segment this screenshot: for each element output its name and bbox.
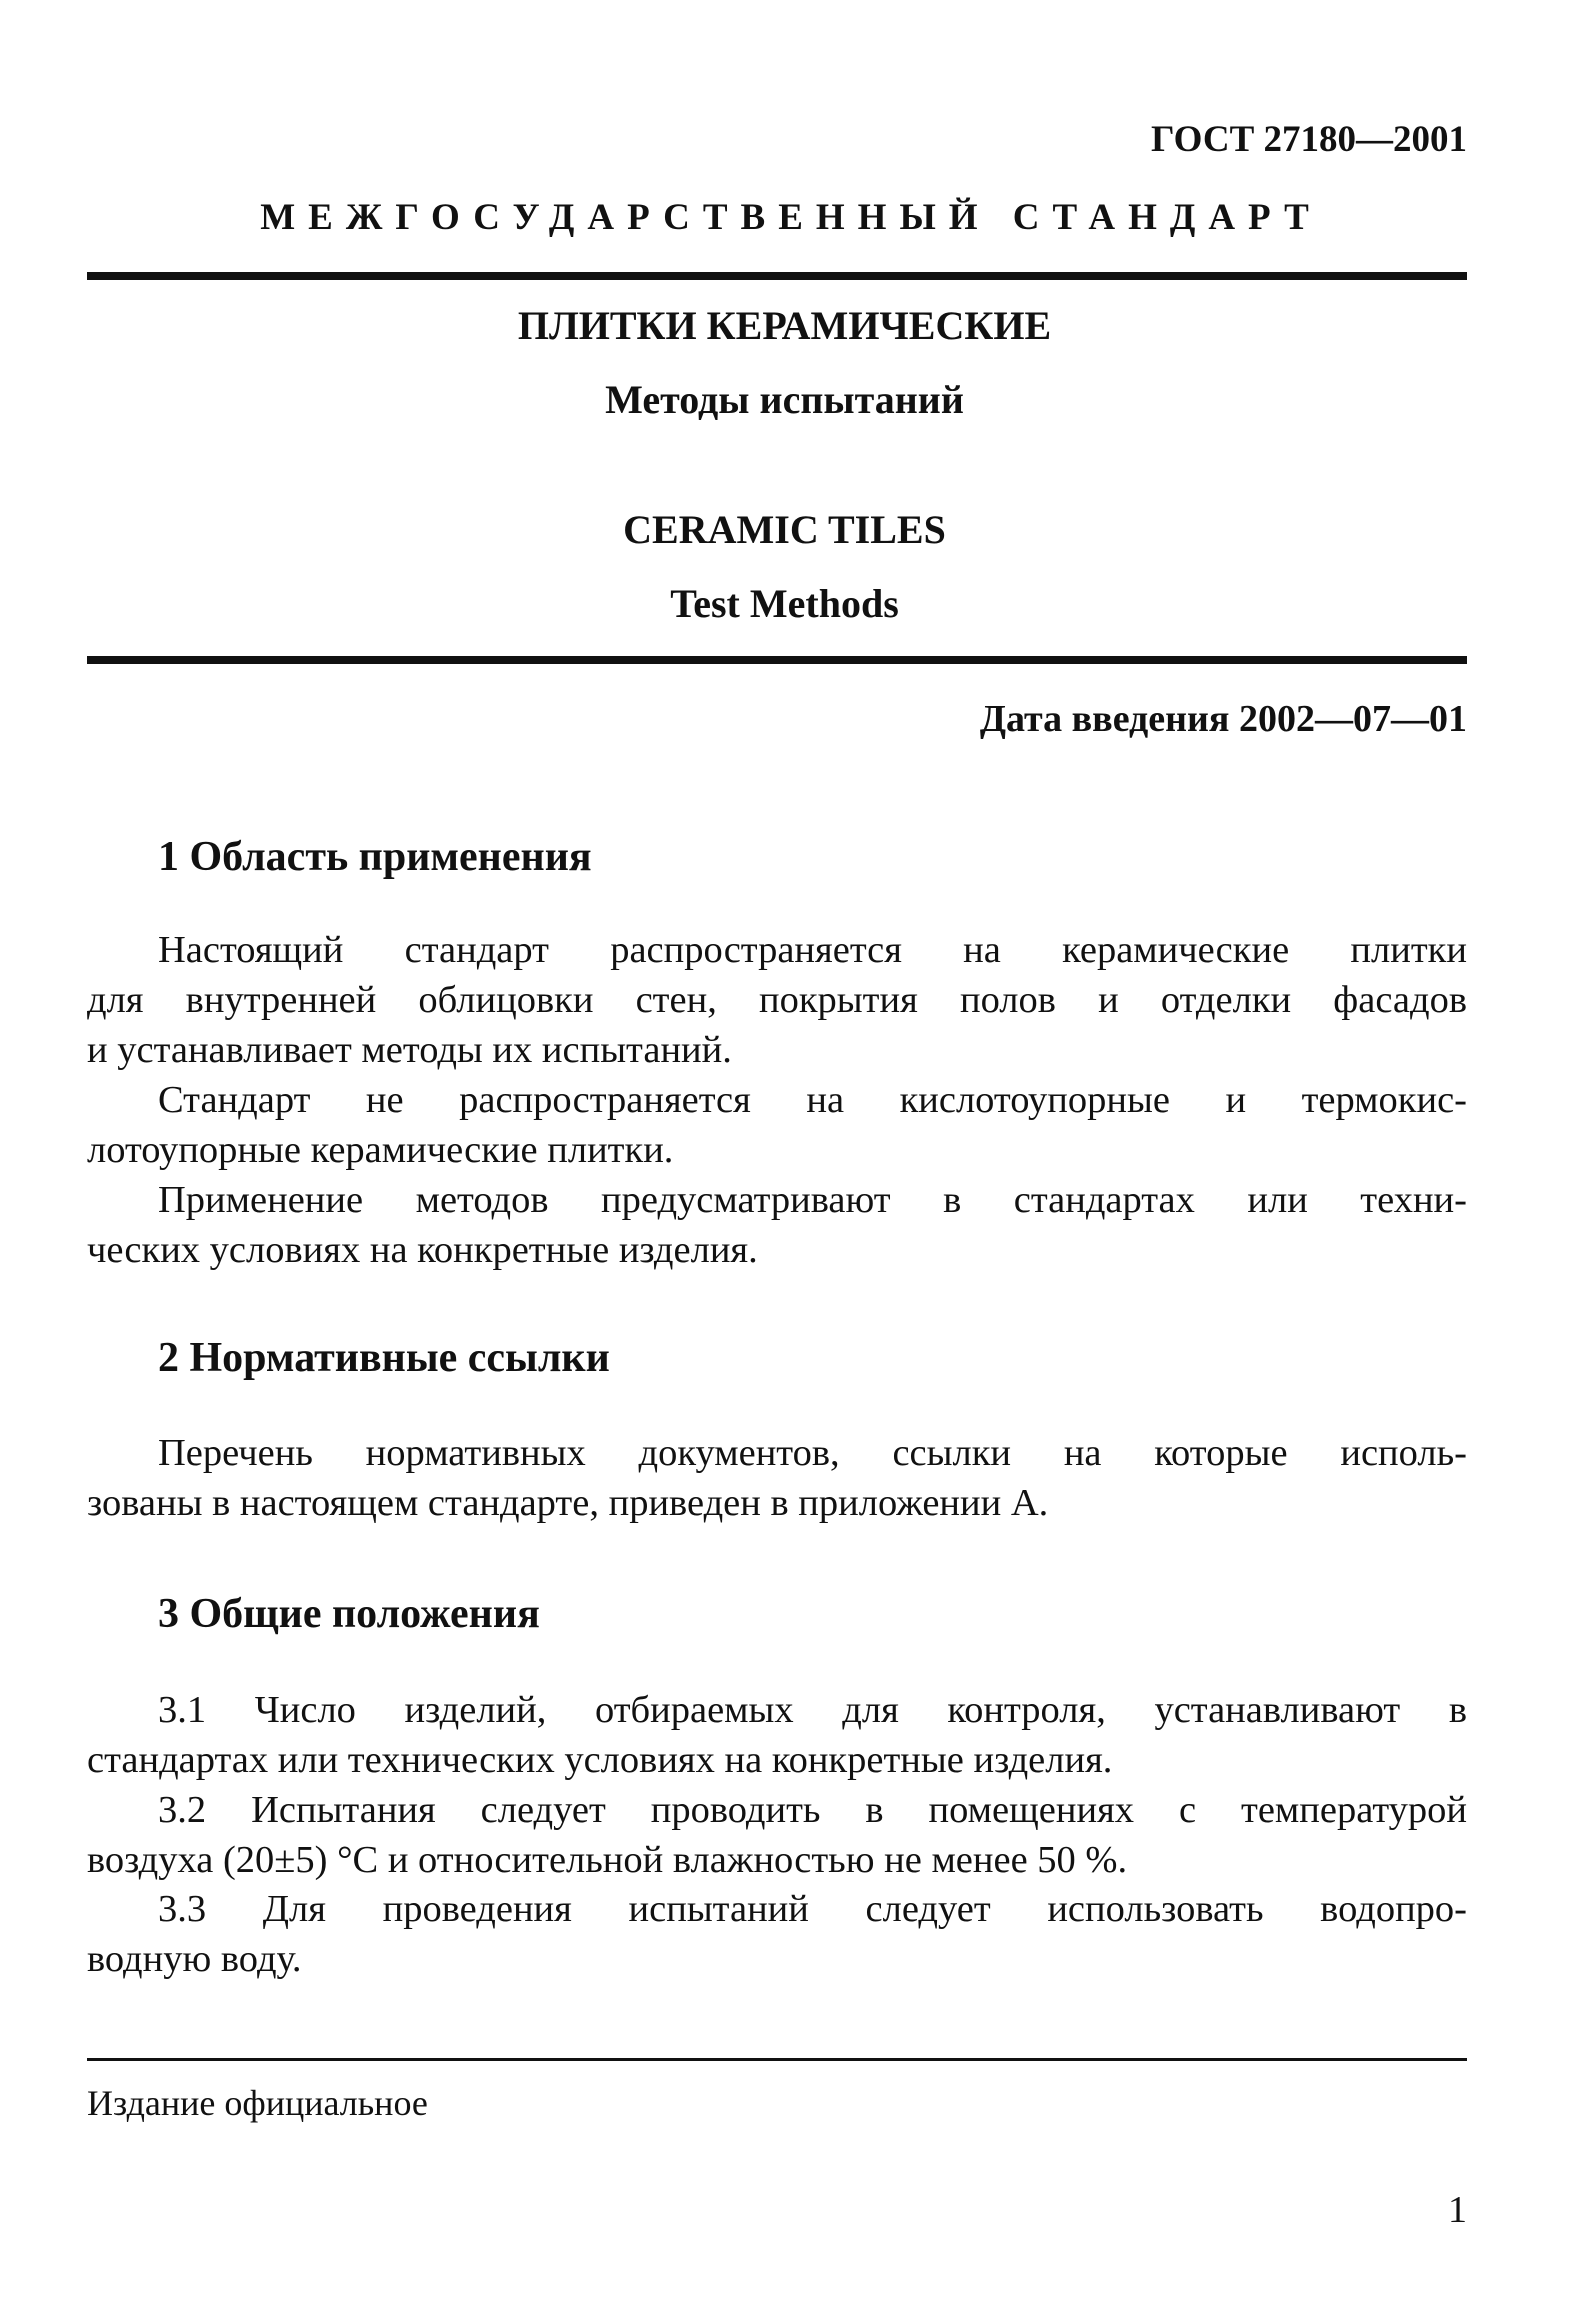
text-line: лотоупорные керамические плитки. (87, 1129, 674, 1171)
middle-rule (87, 656, 1467, 664)
subtitle-ru: Методы испытаний (605, 377, 964, 422)
text-line: зованы в настоящем стандарте, приведен в приложении А. (87, 1482, 1049, 1524)
paragraph-references (87, 1428, 1467, 1528)
text-line: Стандарт не распространяется на кислотоупорные и термокис- (158, 1079, 1467, 1121)
text-line: стандартах или технических условиях на конкретные изделия. (87, 1739, 1113, 1781)
text-line: 3.1 Число изделий, отбираемых для контроля, устанавливают в (158, 1689, 1467, 1731)
interstate-standard-label: МЕЖГОСУДАРСТВЕННЫЙ СТАНДАРТ (260, 197, 1322, 238)
introduction-date: Дата введения 2002—07—01 (979, 698, 1467, 740)
section-heading-scope: 1 Область применения (158, 834, 592, 880)
text-line: 3.3 Для проведения испытаний следует использовать водопро- (158, 1888, 1467, 1930)
title-en: CERAMIC TILES (623, 507, 946, 552)
text-line: и устанавливает методы их испытаний. (87, 1029, 732, 1071)
page-number: 1 (1448, 2189, 1467, 2231)
top-rule (87, 272, 1467, 280)
paragraph-scope-2 (87, 1075, 1467, 1175)
paragraph-scope-3 (87, 1175, 1467, 1275)
text-line: для внутренней облицовки стен, покрытия полов и отделки фасадов (87, 979, 1467, 1021)
text-line: воздуха (20±5) °С и относительной влажностью не менее 50 %. (87, 1839, 1128, 1881)
section-heading-references: 2 Нормативные ссылки (158, 1335, 610, 1381)
text-line: водную воду. (87, 1938, 302, 1980)
section-heading-general: 3 Общие положения (158, 1591, 540, 1637)
official-edition-label: Издание официальное (87, 2083, 428, 2123)
text-line: Настоящий стандарт распространяется на керамические плитки (158, 929, 1467, 971)
title-ru: ПЛИТКИ КЕРАМИЧЕСКИЕ (517, 303, 1052, 348)
footer-rule (87, 2058, 1467, 2061)
text-line: ческих условиях на конкретные изделия. (87, 1229, 758, 1271)
paragraph-general-3-3 (87, 1884, 1467, 1984)
text-line: 3.2 Испытания следует проводить в помещениях с температурой (158, 1789, 1467, 1831)
gost-code: ГОСТ 27180—2001 (1151, 119, 1467, 160)
paragraph-general-3-2 (87, 1785, 1467, 1885)
paragraph-general-3-1 (87, 1685, 1467, 1785)
paragraph-scope-1 (87, 925, 1467, 1075)
subtitle-en: Test Methods (670, 581, 899, 626)
text-line: Перечень нормативных документов, ссылки на которые исполь- (158, 1432, 1467, 1474)
text-line: Применение методов предусматривают в стандартах или техни- (158, 1179, 1467, 1221)
